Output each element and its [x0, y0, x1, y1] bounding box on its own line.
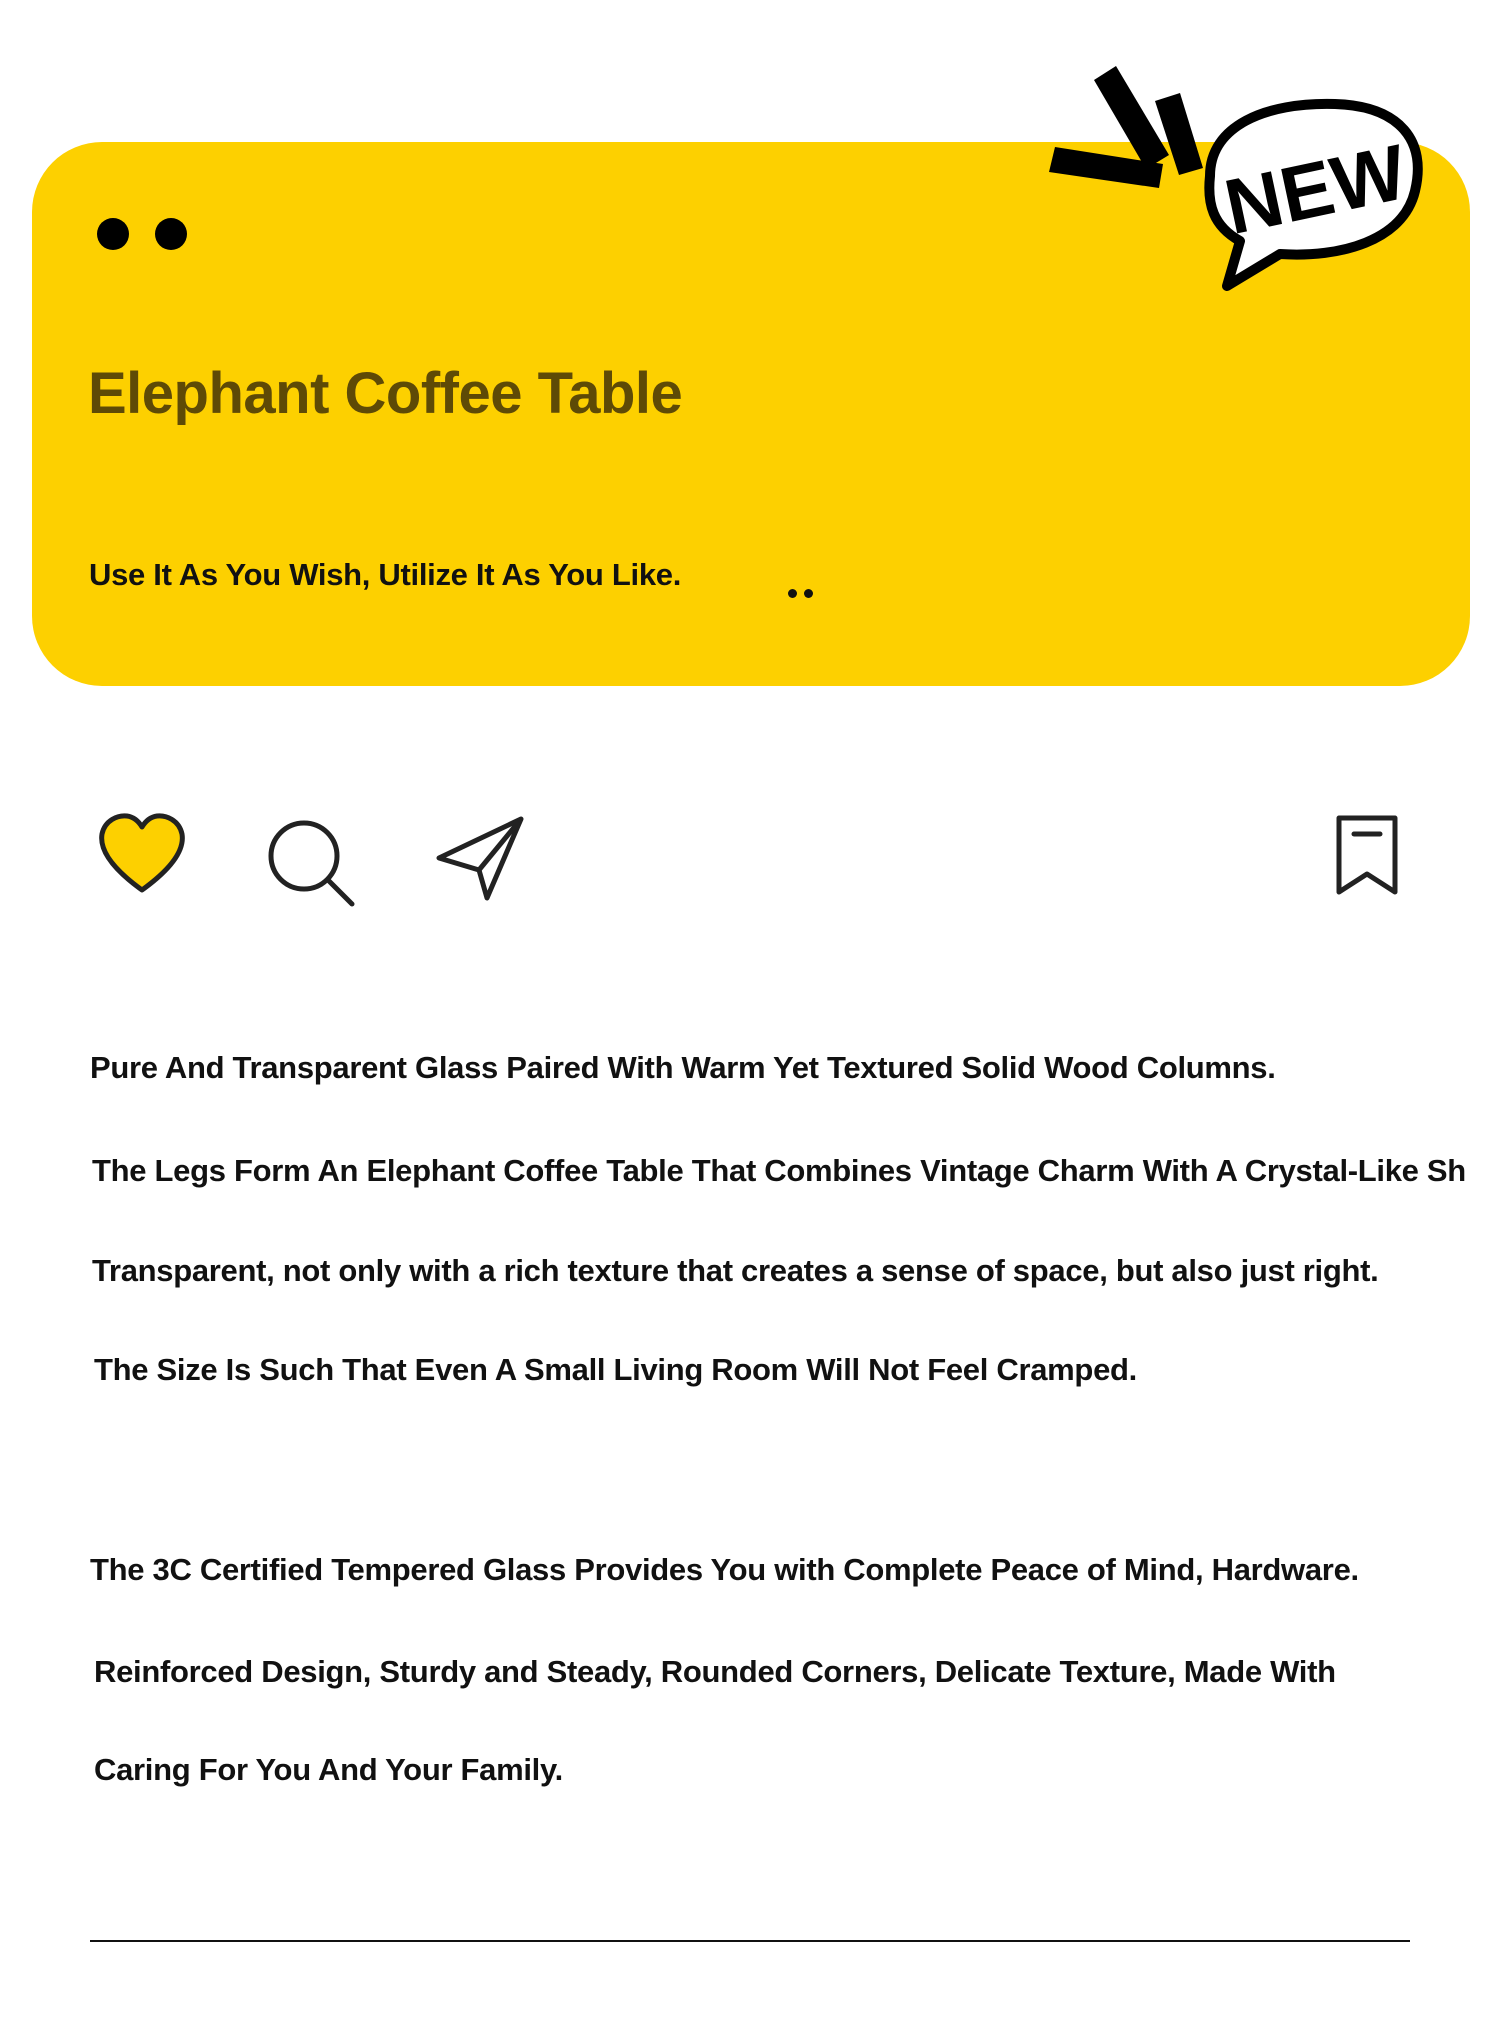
heart-icon[interactable]	[96, 812, 188, 896]
description-line: Caring For You And Your Family.	[94, 1752, 563, 1787]
divider	[90, 1940, 1410, 1942]
bookmark-icon[interactable]	[1334, 814, 1400, 898]
decorative-dots	[97, 218, 187, 250]
page-title: Elephant Coffee Table	[88, 361, 683, 426]
description-line: Transparent, not only with a rich texture that creates a sense of space, but also just right.	[92, 1253, 1379, 1288]
decorative-small-dots	[788, 589, 813, 598]
hero-subtitle: Use It As You Wish, Utilize It As You Like.	[89, 557, 682, 592]
badge-text: NEW	[1217, 127, 1414, 252]
dot	[155, 218, 187, 250]
description-line: The Size Is Such That Even A Small Living Room Will Not Feel Cramped.	[94, 1352, 1137, 1387]
new-badge	[995, 26, 1435, 366]
action-bar	[0, 800, 1500, 920]
search-icon[interactable]	[264, 816, 358, 910]
dot	[788, 589, 797, 598]
send-icon[interactable]	[435, 814, 527, 904]
description-line: Reinforced Design, Sturdy and Steady, Rounded Corners, Delicate Texture, Made With	[94, 1654, 1336, 1689]
dot	[97, 218, 129, 250]
dot	[804, 589, 813, 598]
description-line: The Legs Form An Elephant Coffee Table That Combines Vintage Charm With A Crystal-Like Sh	[92, 1153, 1466, 1188]
burst-line	[1094, 66, 1169, 169]
burst-line	[1155, 93, 1203, 175]
description-line: The 3C Certified Tempered Glass Provides You with Complete Peace of Mind, Hardware.	[90, 1552, 1359, 1587]
description-line: Pure And Transparent Glass Paired With Warm Yet Textured Solid Wood Columns.	[90, 1050, 1276, 1085]
